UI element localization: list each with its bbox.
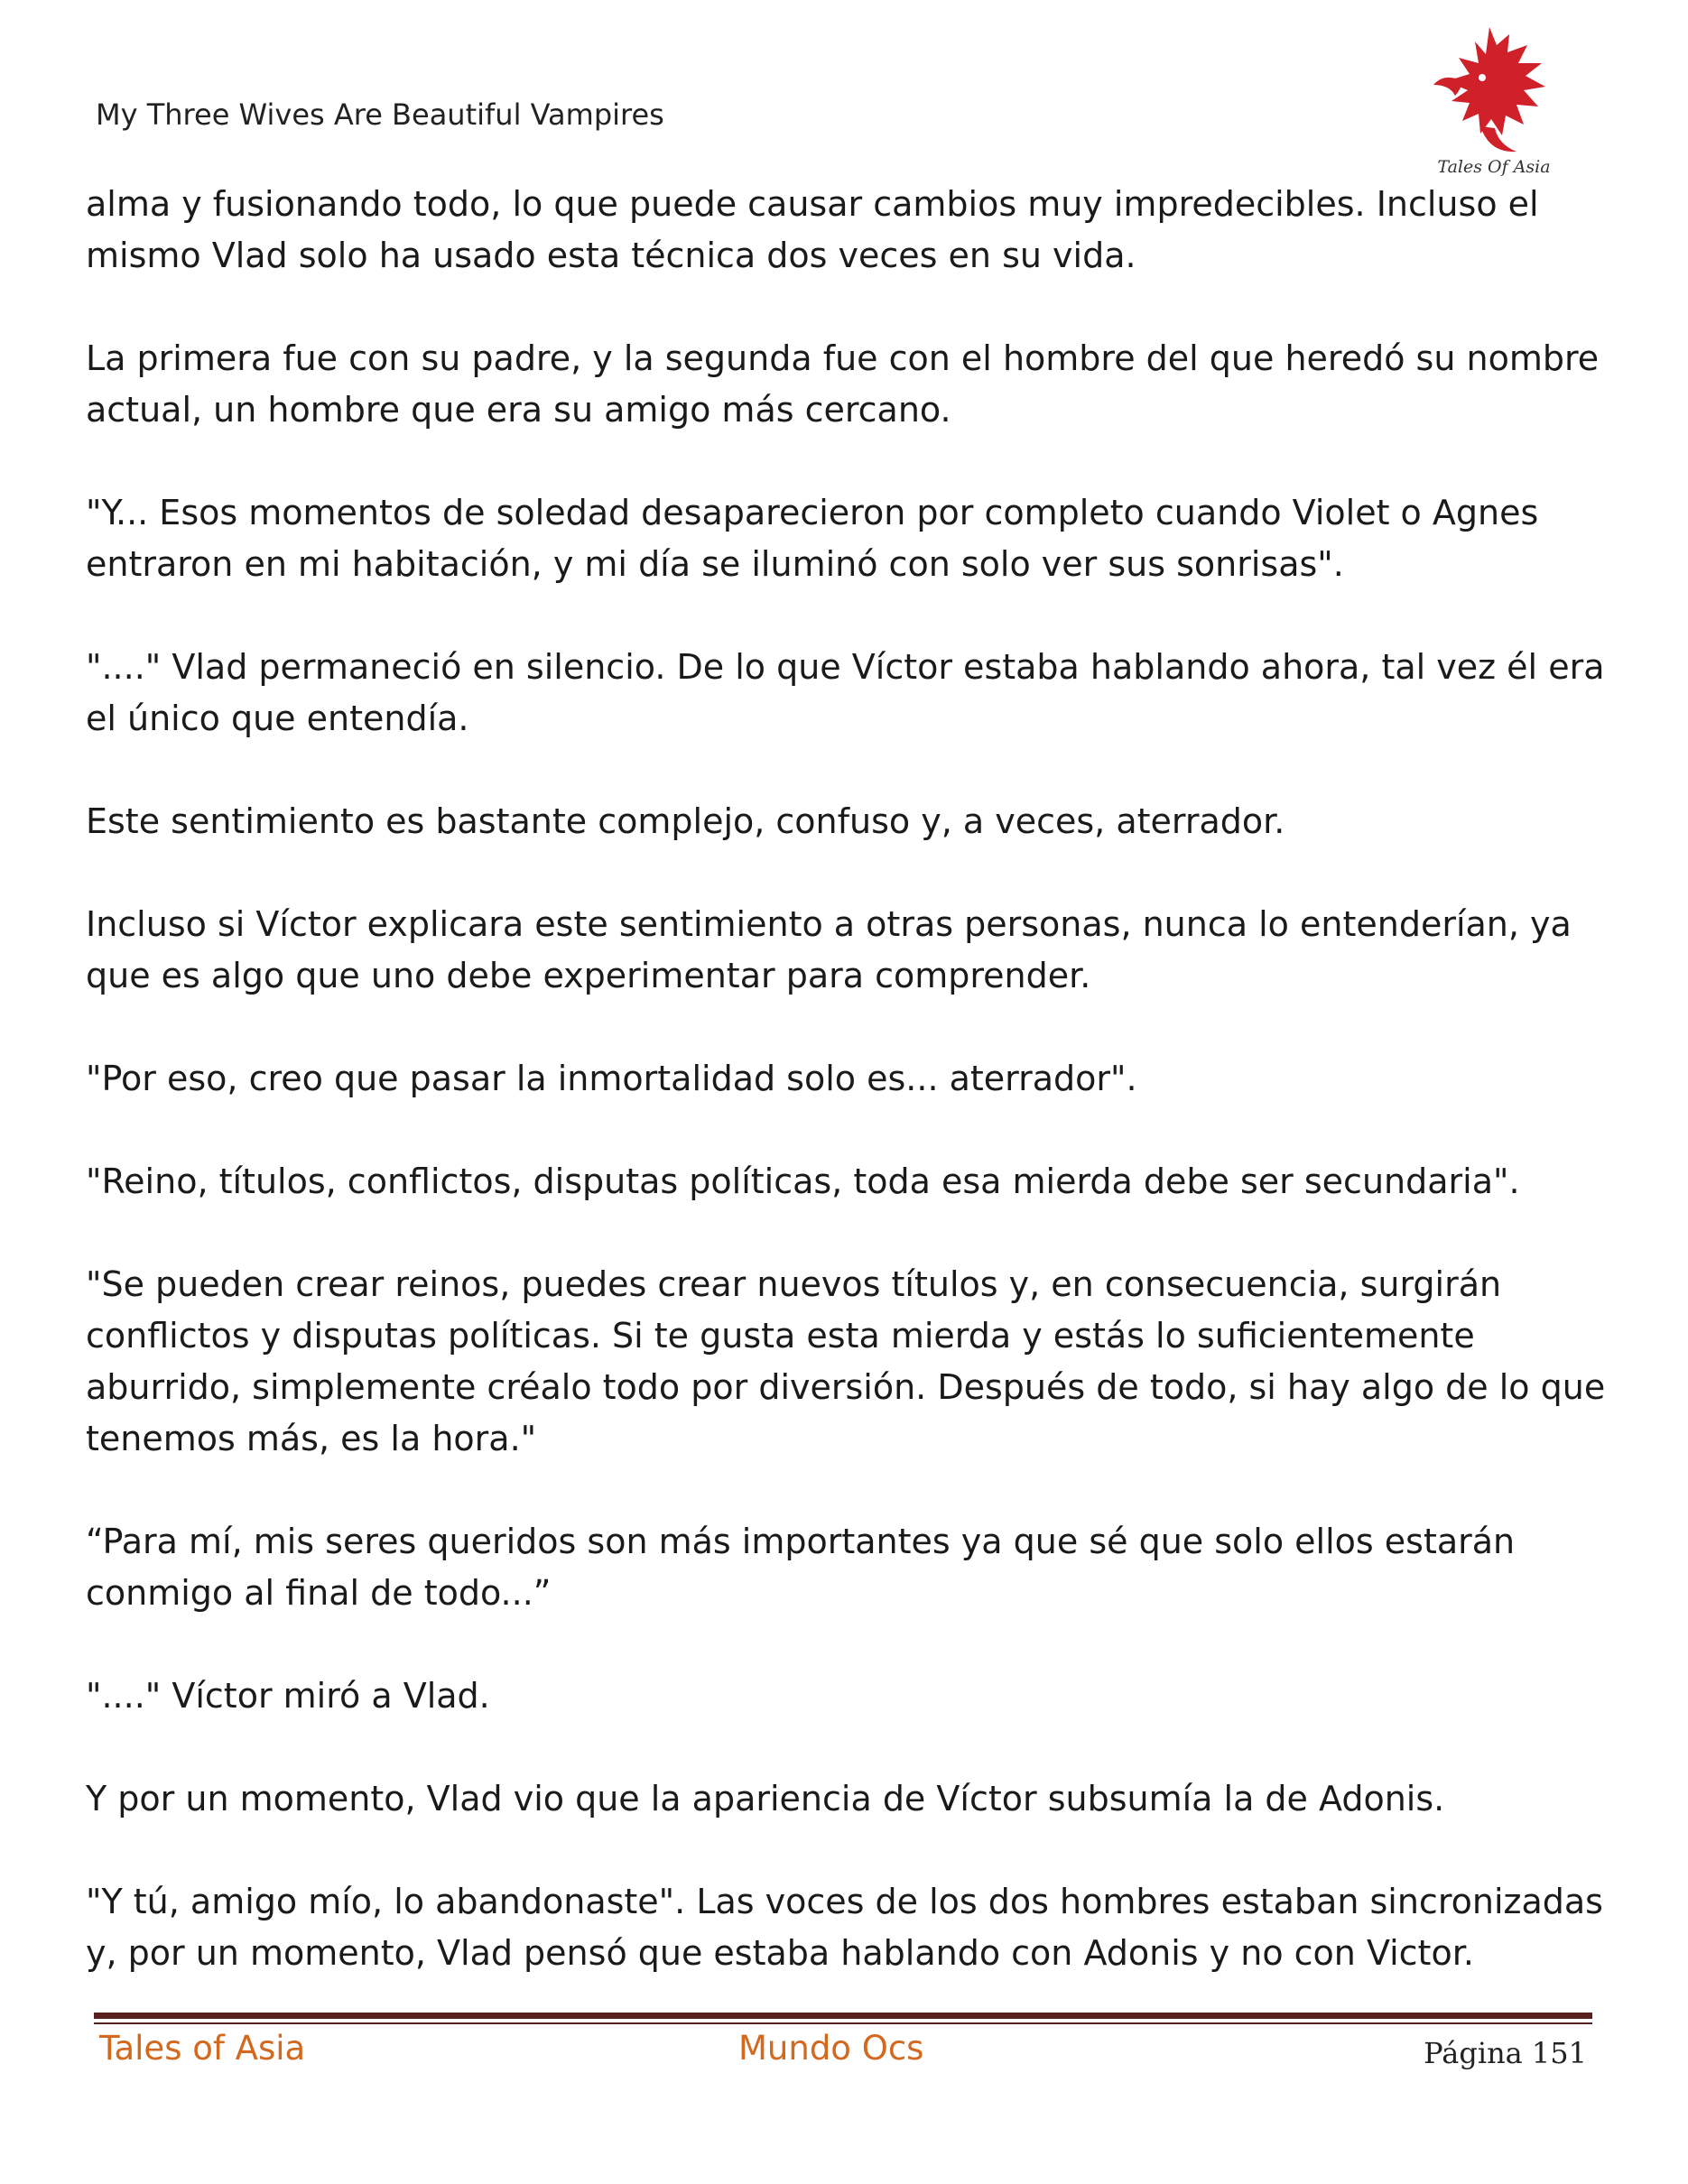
- paragraph: Y por un momento, Vlad vio que la apariencia de Víctor subsumía la de Adonis.: [86, 1779, 1445, 1818]
- footer-group-name: Mundo Ocs: [738, 2029, 924, 2068]
- paragraph: “Para mí, mis seres queridos son más importantes ya que sé que solo ellos estarán conmigo al final de todo...”: [86, 1522, 1516, 1613]
- page-number: Página 151: [1424, 2036, 1587, 2070]
- running-header-title: My Three Wives Are Beautiful Vampires: [96, 97, 664, 132]
- paragraph: alma y fusionando todo, lo que puede causar cambios muy impredecibles. Incluso el mismo Vlad solo ha usado esta técnica dos veces en su vida.: [86, 184, 1539, 275]
- chapter-body: [86, 179, 1620, 2031]
- paragraph: "Reino, títulos, conflictos, disputas políticas, toda esa mierda debe ser secundaria".: [86, 1161, 1520, 1201]
- paragraph: "...." Víctor miró a Vlad.: [86, 1676, 490, 1716]
- paragraph: Este sentimiento es bastante complejo, confuso y, a veces, aterrador.: [86, 801, 1285, 841]
- footer-site-name: Tales of Asia: [99, 2029, 306, 2068]
- tales-of-asia-logo: [1426, 18, 1562, 180]
- paragraph: "Se pueden crear reinos, puedes crear nuevos títulos y, en consecuencia, surgirán conflictos y disputas políticas. Si te gusta esta mierda y estás lo suficientemente aburrido, simplemente créalo todo por diversión. Después de todo, si hay algo de lo que tenemos más, es la hora.": [86, 1264, 1606, 1458]
- paragraph: "...." Vlad permaneció en silencio. De lo que Víctor estaba hablando ahora, tal vez él era el único que entendía.: [86, 647, 1605, 738]
- footer-divider: [94, 2013, 1592, 2024]
- paragraph: Incluso si Víctor explicara este sentimiento a otras personas, nunca lo entenderían, ya que es algo que uno debe experimentar para comprender.: [86, 904, 1572, 995]
- paragraph: La primera fue con su padre, y la segunda fue con el hombre del que heredó su nombre actual, un hombre que era su amigo más cercano.: [86, 338, 1600, 430]
- red-dragon-icon: [1426, 18, 1562, 162]
- paragraph: "Y tú, amigo mío, lo abandonaste". Las voces de los dos hombres estaban sincronizadas y, por un momento, Vlad pensó que estaba hablando con Adonis y no con Victor.: [86, 1882, 1603, 1973]
- paragraph: "Por eso, creo que pasar la inmortalidad solo es... aterrador".: [86, 1059, 1137, 1098]
- paragraph: "Y... Esos momentos de soledad desaparecieron por completo cuando Violet o Agnes entraron en mi habitación, y mi día se iluminó con solo ver sus sonrisas".: [86, 493, 1539, 584]
- logo-text: Tales Of Asia: [1437, 157, 1551, 177]
